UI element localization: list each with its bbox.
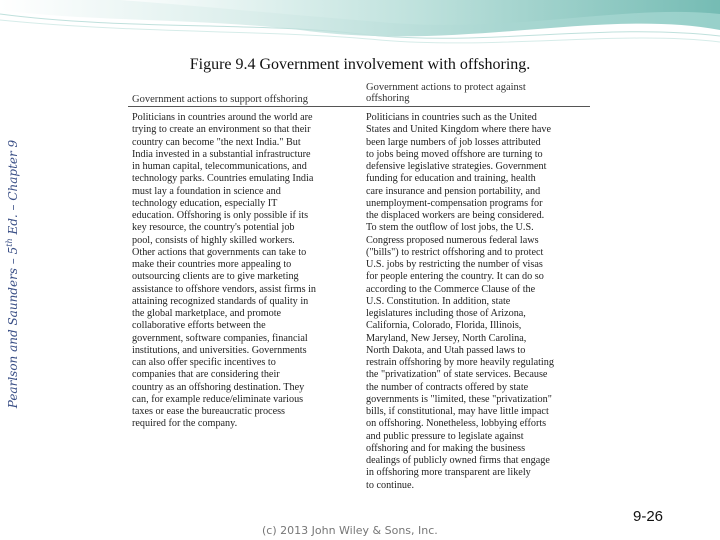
text-line: government, software companies, financial: [132, 332, 308, 344]
text-line: the global marketplace, and promote: [132, 308, 282, 319]
text-line: in offshoring more transparent are likely: [366, 467, 531, 479]
text-line: for people entering the country. It can do so: [366, 271, 544, 283]
text-line: and public pressure to legislate against: [366, 430, 524, 442]
text-line: assistance to offshore vendors, assist firms in: [132, 283, 317, 295]
text-line: technology parks. Countries emulating India: [132, 173, 314, 185]
text-line: States and United Kingdom where there have: [366, 124, 552, 136]
page-number: 9-26: [633, 508, 664, 525]
text-line: companies that are considering their: [132, 369, 280, 381]
header-wave-decoration: [0, 0, 720, 52]
text-line: technology education, especially IT: [132, 197, 278, 209]
side-label-suffix: Ed. – Chapter 9: [6, 139, 20, 239]
text-line: attaining recognized standards of quality in: [132, 295, 309, 307]
text-line: U.S. Constitution. In addition, state: [366, 295, 511, 307]
text-line: in human capital, telecommunications, and: [132, 161, 307, 172]
text-line: according to the Commerce Clause of the: [366, 283, 536, 295]
side-label-sup: th: [5, 238, 14, 247]
text-line: Maryland, New Jersey, North Carolina,: [366, 332, 527, 344]
text-line: Congress proposed numerous federal laws: [366, 234, 539, 246]
text-line: outsourcing clients are to give marketing: [132, 271, 299, 283]
header-right: [366, 82, 586, 104]
header-right-line: Government actions to protect against: [366, 82, 526, 93]
text-line: make their countries more appealing to: [132, 259, 292, 270]
text-line: must lay a foundation in science and: [132, 185, 281, 197]
text-line: legislatures including those of Arizona,: [366, 308, 526, 319]
text-line: ("bills") to restrict offshoring and to protect: [366, 246, 544, 258]
offshoring-table: [128, 82, 590, 518]
text-line: on offshoring. Nonetheless, lobbying efforts: [366, 418, 547, 430]
text-line: the displaced workers are being considered.: [366, 210, 545, 221]
text-line: defensive legislative strategies. Government: [366, 161, 547, 172]
text-line: country as an offshoring destination. They: [132, 381, 305, 393]
header-rule: [128, 106, 590, 107]
text-line: restrain offshoring by more heavily regulating: [366, 357, 554, 368]
text-line: U.S. jobs by restricting the number of visas: [366, 259, 543, 270]
text-line: the number of contracts offered by state: [366, 381, 529, 393]
text-line: North Dakota, and Utah passed laws to: [366, 344, 526, 356]
text-line: institutions, and universities. Governments: [132, 344, 307, 356]
text-line: unemployment-compensation programs for: [366, 197, 543, 209]
text-line: Politicians in countries such as the United: [366, 112, 537, 123]
text-line: dealings of publicly owned firms that engage: [366, 455, 550, 466]
text-line: the "privatization" of state services. Because: [366, 369, 548, 381]
text-line: India invested in a substantial infrastructure: [132, 148, 311, 160]
side-label-prefix: Pearlson and Saunders – 5: [6, 246, 20, 409]
text-line: Other actions that governments can take to: [132, 246, 307, 258]
text-line: required for the company.: [132, 418, 238, 430]
text-line: to jobs being moved offshore are turning to: [366, 148, 543, 160]
text-line: key resource, the country's potential job: [132, 222, 295, 234]
left-column: [132, 112, 358, 431]
header-right-line: offshoring: [366, 93, 410, 104]
text-line: to continue.: [366, 479, 415, 491]
text-line: can, for example reduce/eliminate various: [132, 393, 304, 405]
text-line: taxes or ease the bureaucratic process: [132, 406, 286, 417]
text-line: been large numbers of job losses attributed: [366, 136, 541, 148]
text-line: education. Offshoring is only possible if its: [132, 210, 309, 221]
side-label: [5, 124, 23, 424]
text-line: can also offer specific incentives to: [132, 357, 276, 368]
text-line: Politicians in countries around the world are: [132, 112, 313, 123]
header-left: Government actions to support offshoring: [132, 94, 308, 105]
text-line: funding for education and training, health: [366, 173, 536, 185]
figure-title: Figure 9.4 Government involvement with offshoring.: [189, 56, 531, 73]
text-line: collaborative efforts between the: [132, 320, 266, 332]
text-line: trying to create an environment so that their: [132, 124, 311, 136]
right-column: [366, 112, 588, 492]
text-line: California, Colorado, Florida, Illinois,: [366, 320, 522, 332]
text-line: governments is "limited, these "privatization": [366, 393, 552, 405]
text-line: To stem the outflow of lost jobs, the U.S.: [366, 222, 534, 234]
text-line: offshoring and for making the business: [366, 442, 526, 454]
text-line: bills, if constitutional, may have little impact: [366, 406, 549, 417]
copyright-footer: (c) 2013 John Wiley & Sons, Inc.: [262, 524, 438, 537]
text-line: pool, consists of highly skilled workers.: [132, 234, 295, 246]
text-line: country can become "the next India." But: [132, 136, 301, 148]
text-line: care insurance and pension portability, and: [366, 185, 541, 197]
